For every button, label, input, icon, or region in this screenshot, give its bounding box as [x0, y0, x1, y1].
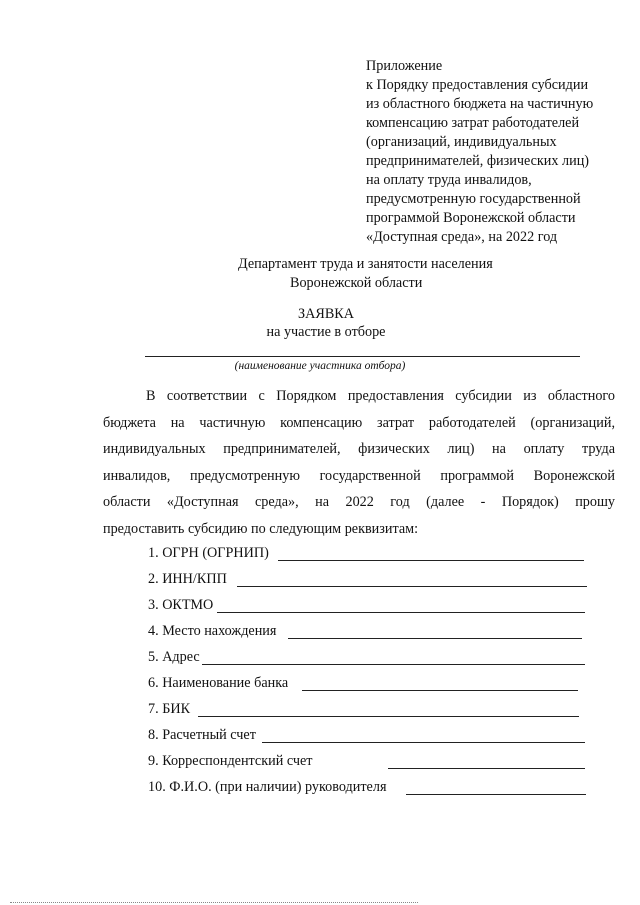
requisite-label: 2. ИНН/КПП [148, 571, 227, 587]
annex-line: программой Воронежской области [366, 210, 576, 226]
document-title: ЗАЯВКА [298, 306, 354, 322]
paragraph-line: предоставить субсидию по следующим реквизитам: [103, 520, 419, 537]
request-paragraph [103, 383, 615, 543]
settlement-account-field-line[interactable] [262, 742, 585, 743]
paragraph-line: индивидуальных предпринимателей, физических лиц) на оплату труда [103, 441, 615, 458]
annex-line: предпринимателей, физических лиц) [366, 153, 590, 169]
requisite-address [148, 649, 200, 667]
requisite-oktmo [148, 597, 213, 615]
requisite-bank-name [148, 675, 288, 693]
requisite-ogrn [148, 545, 269, 563]
department-line-1: Департамент труда и занятости населения [238, 256, 493, 272]
participant-caption: (наименование участника отбора) [234, 360, 406, 372]
location-field-line[interactable] [288, 638, 582, 639]
bank-name-field-line[interactable] [302, 690, 578, 691]
requisite-bik [148, 701, 190, 719]
annex-line: «Доступная среда», на 2022 год [366, 229, 558, 245]
requisite-correspondent-account [148, 753, 313, 771]
annex-line: на оплату труда инвалидов, [366, 172, 532, 188]
ogrn-field-line[interactable] [278, 560, 584, 561]
paragraph-line: бюджета на частичную компенсацию затрат работодателей (организаций, [103, 414, 615, 431]
annex-line: Приложение [366, 58, 443, 74]
paragraph-line: инвалидов, предусмотренную государственной программой Воронежской [103, 467, 615, 484]
requisite-label: 5. Адрес [148, 649, 200, 665]
department-line-2: Воронежской области [290, 275, 423, 291]
requisite-label: 7. БИК [148, 701, 191, 717]
bik-field-line[interactable] [198, 716, 579, 717]
requisite-head-name [148, 779, 386, 797]
annex-line: компенсацию затрат работодателей [366, 115, 580, 131]
requisite-inn-kpp [148, 571, 227, 589]
annex-line: предусмотренную государственной [366, 191, 581, 207]
requisite-label: 4. Место нахождения [148, 623, 277, 639]
annex-line: (организаций, индивидуальных [366, 134, 557, 150]
requisite-label: 9. Корреспондентский счет [148, 753, 313, 769]
requisite-label: 10. Ф.И.О. (при наличии) руководителя [148, 779, 387, 795]
annex-line: из областного бюджета на частичную [366, 96, 594, 112]
requisite-label: 6. Наименование банка [148, 675, 289, 691]
inn-kpp-field-line[interactable] [237, 586, 587, 587]
address-field-line[interactable] [202, 664, 585, 665]
oktmo-field-line[interactable] [217, 612, 585, 613]
paragraph-line: В соответствии с Порядком предоставления субсидии из областного [146, 388, 615, 404]
correspondent-account-field-line[interactable] [388, 768, 585, 769]
page-bottom-divider [10, 902, 418, 903]
head-name-field-line[interactable] [406, 794, 586, 795]
paragraph-line: области «Доступная среда», на 2022 год (далее - Порядок) прошу [103, 494, 615, 511]
requisite-label: 8. Расчетный счет [148, 727, 256, 743]
requisite-settlement-account [148, 727, 256, 745]
participant-name-line[interactable] [145, 356, 580, 357]
annex-block [366, 57, 626, 247]
document-subtitle: на участие в отборе [266, 324, 386, 340]
requisite-location [148, 623, 276, 641]
annex-line: к Порядку предоставления субсидии [366, 77, 589, 93]
requisite-label: 1. ОГРН (ОГРНИП) [148, 545, 269, 561]
requisite-label: 3. ОКТМО [148, 597, 214, 613]
